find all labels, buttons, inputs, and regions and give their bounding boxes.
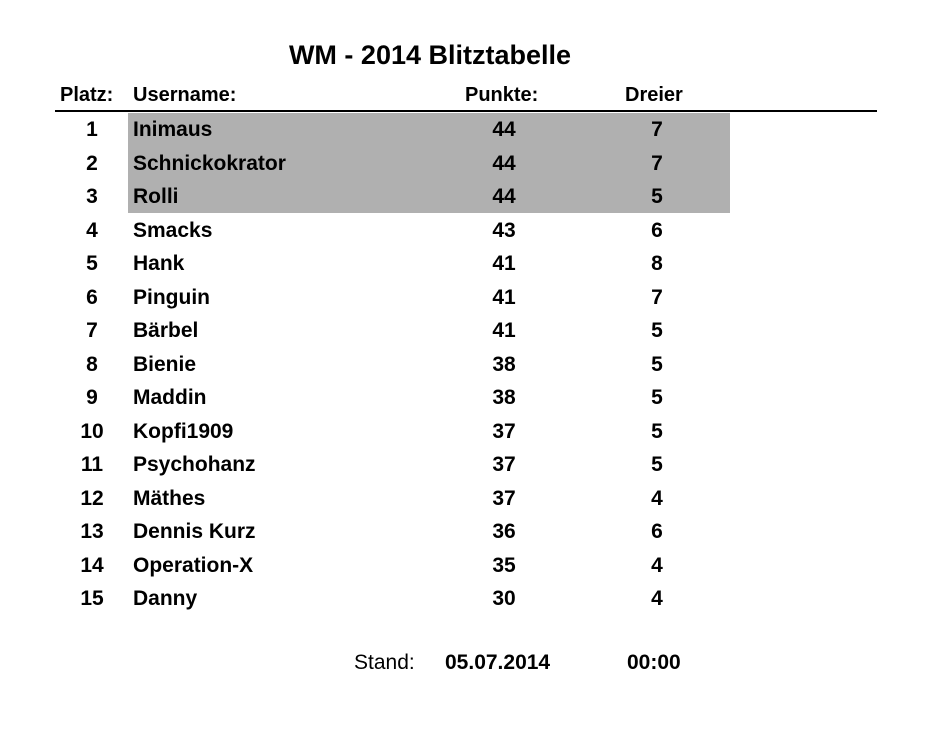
table-row: [0, 247, 933, 280]
header-dreier: Dreier: [625, 84, 683, 106]
username-cell: Mäthes: [133, 486, 206, 510]
table-row: [0, 482, 933, 515]
username-cell: Psychohanz: [133, 453, 256, 476]
points-cell: 41: [492, 285, 516, 309]
dreier-cell: 5: [651, 386, 663, 409]
stand-time: 00:00: [627, 651, 681, 674]
stand-date: 05.07.2014: [445, 651, 551, 674]
table-row: [0, 448, 933, 481]
rank-cell: 15: [80, 587, 104, 610]
points-cell: 38: [492, 386, 516, 409]
rank-cell: 8: [86, 352, 98, 376]
username-cell: Pinguin: [133, 285, 210, 309]
header-punkte: Punkte:: [465, 84, 539, 106]
username-cell: Schnickokrator: [133, 151, 286, 175]
rank-cell: 13: [80, 520, 104, 543]
points-cell: 41: [492, 252, 516, 275]
dreier-cell: 6: [651, 520, 663, 543]
table-row: [0, 582, 933, 615]
points-cell: 43: [492, 218, 516, 242]
points-cell: 38: [492, 352, 516, 376]
rank-cell: 1: [86, 118, 98, 141]
points-cell: 37: [492, 453, 516, 476]
table-row: [0, 180, 933, 213]
stand-label: Stand:: [354, 651, 415, 674]
dreier-cell: 7: [651, 151, 663, 175]
dreier-cell: 7: [651, 285, 663, 309]
username-cell: Operation-X: [133, 553, 254, 577]
page-title: WM - 2014 Blitztabelle: [288, 40, 572, 70]
rank-cell: 7: [86, 319, 98, 342]
dreier-cell: 5: [651, 185, 663, 208]
points-cell: 30: [492, 587, 516, 610]
points-cell: 44: [492, 118, 516, 141]
dreier-cell: 5: [651, 352, 663, 376]
rank-cell: 4: [86, 218, 98, 242]
rank-cell: 3: [86, 185, 98, 208]
table-row: [0, 214, 933, 247]
dreier-cell: 5: [651, 453, 663, 476]
rank-cell: 12: [80, 486, 104, 510]
table-row: [0, 314, 933, 347]
header-platz: Platz:: [60, 84, 114, 106]
username-cell: Rolli: [133, 185, 179, 208]
points-cell: 36: [492, 520, 516, 543]
points-cell: 44: [492, 151, 516, 175]
table-row: [0, 549, 933, 582]
rank-cell: 5: [86, 252, 98, 275]
rank-cell: 2: [86, 151, 98, 175]
username-cell: Maddin: [133, 386, 207, 409]
table-row: [0, 348, 933, 381]
dreier-cell: 7: [651, 118, 663, 141]
username-cell: Bienie: [133, 352, 197, 376]
dreier-cell: 4: [651, 587, 663, 610]
table-row: [0, 415, 933, 448]
username-cell: Bärbel: [133, 319, 199, 342]
table-row: [0, 113, 933, 146]
username-cell: Danny: [133, 587, 198, 610]
points-cell: 44: [492, 185, 516, 208]
points-cell: 37: [492, 419, 516, 443]
points-cell: 35: [492, 553, 516, 577]
points-cell: 41: [492, 319, 516, 342]
table-row: [0, 381, 933, 414]
username-cell: Hank: [133, 252, 185, 275]
rank-cell: 11: [80, 453, 104, 476]
dreier-cell: 8: [651, 252, 663, 275]
rank-cell: 14: [80, 553, 104, 577]
username-cell: Dennis Kurz: [133, 520, 256, 543]
dreier-cell: 4: [651, 553, 663, 577]
dreier-cell: 5: [651, 319, 663, 342]
rank-cell: 9: [86, 386, 98, 409]
rank-cell: 10: [80, 419, 104, 443]
username-cell: Smacks: [133, 218, 213, 242]
rank-cell: 6: [86, 285, 98, 309]
dreier-cell: 4: [651, 486, 663, 510]
username-cell: Inimaus: [133, 118, 213, 141]
points-cell: 37: [492, 486, 516, 510]
dreier-cell: 5: [651, 419, 663, 443]
table-row: [0, 515, 933, 548]
header-username: Username:: [133, 84, 237, 106]
dreier-cell: 6: [651, 218, 663, 242]
table-row: [0, 281, 933, 314]
table-row: [0, 147, 933, 180]
username-cell: Kopfi1909: [133, 419, 234, 443]
